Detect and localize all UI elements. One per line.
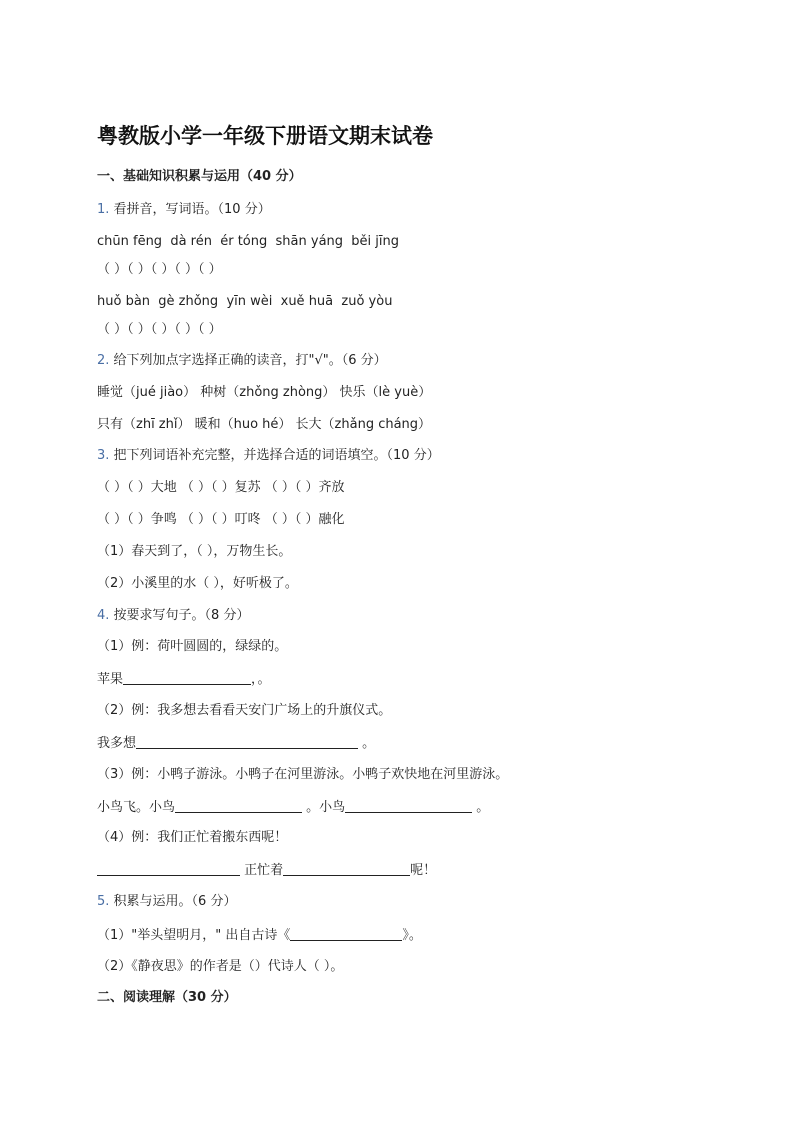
answer-blank[interactable] [345,798,472,813]
example-sentence-1: （1）例：荷叶圆圆的，绿绿的。 [97,639,288,654]
question-2-prompt [97,352,387,370]
question-number: 2. [97,353,110,368]
section-heading-1: 一、基础知识积累与运用（40 分） [97,169,302,184]
answer-suffix: 》。 [402,928,422,943]
question-3-prompt [97,447,440,465]
answer-blank[interactable] [290,926,402,941]
answer-blank[interactable] [136,734,358,749]
answer-blank[interactable] [97,861,240,876]
poem-author-line: （2）《静夜思》的作者是（）代诗人（ ）。 [97,959,344,974]
page-title: 粤教版小学一年级下册语文期末试卷 [97,124,433,148]
answer-middle: 正忙着 [240,863,284,878]
answer-middle: 。小鸟 [302,800,346,815]
fill-sentence-1: （1）春天到了，（ ），万物生长。 [97,544,292,559]
question-text: 把下列词语补充完整，并选择合适的词语填空。（10 分） [109,448,440,463]
fill-sentence-2: （2）小溪里的水（ ），好听极了。 [97,576,298,591]
example-sentence-4: （4）例：我们正忙着搬东西呢！ [97,830,288,845]
question-4-prompt [97,607,249,625]
answer-brackets-row-2: （ ）（ ）（ ）（ ）（ ） [97,322,222,337]
answer-brackets-row-1: （ ）（ ）（ ）（ ）（ ） [97,262,222,277]
pronunciation-row-1: 睡觉（jué jiào） 种树（zhǒng zhòng） 快乐（lè yuè） [97,385,432,400]
question-1-prompt [97,201,271,219]
example-sentence-2: （2）例：我多想去看看天安门广场上的升旗仪式。 [97,703,392,718]
word-completion-row-2: （ ）（ ）争鸣 （ ）（ ）叮咚 （ ）（ ）融化 [97,512,345,527]
poem-source-line [97,926,422,945]
answer-prefix: 小鸟飞。小鸟 [97,800,176,815]
answer-line-1 [97,670,271,689]
answer-prefix: 我多想 [97,736,137,751]
answer-line-4 [97,861,436,880]
question-number: 4. [97,608,110,623]
section-heading-2: 二、阅读理解（30 分） [97,990,237,1005]
question-text: 给下列加点字选择正确的读音，打"√"。（6 分） [109,353,387,368]
pinyin-row-1: chūn fēng dà rén ér tóng shān yáng běi jīng [97,234,399,249]
answer-line-2 [97,734,375,753]
answer-blank[interactable] [283,861,410,876]
answer-suffix: ，。 [251,672,271,687]
example-sentence-3: （3）例：小鸭子游泳。小鸭子在河里游泳。小鸭子欢快地在河里游泳。 [97,767,509,782]
answer-suffix: 。 [472,800,490,815]
question-number: 5. [97,894,110,909]
word-completion-row-1: （ ）（ ）大地 （ ）（ ）复苏 （ ）（ ）齐放 [97,480,345,495]
question-text: 看拼音，写词语。（10 分） [109,202,271,217]
answer-prefix: 苹果 [97,672,124,687]
question-text: 按要求写句子。（8 分） [109,608,250,623]
answer-line-3 [97,798,489,817]
pinyin-row-2: huǒ bàn gè zhǒng yīn wèi xuě huā zuǒ yòu [97,294,393,309]
question-number: 1. [97,202,110,217]
answer-prefix: （1）"举头望明月，" 出自古诗《 [97,928,291,943]
question-number: 3. [97,448,110,463]
answer-blank[interactable] [175,798,302,813]
pronunciation-row-2: 只有（zhī zhǐ） 暖和（huo hé） 长大（zhǎng cháng） [97,417,432,432]
question-text: 积累与运用。（6 分） [109,894,237,909]
question-5-prompt [97,893,236,911]
answer-suffix: 。 [358,736,376,751]
answer-suffix: 呢！ [410,863,437,878]
answer-blank[interactable] [123,670,251,685]
